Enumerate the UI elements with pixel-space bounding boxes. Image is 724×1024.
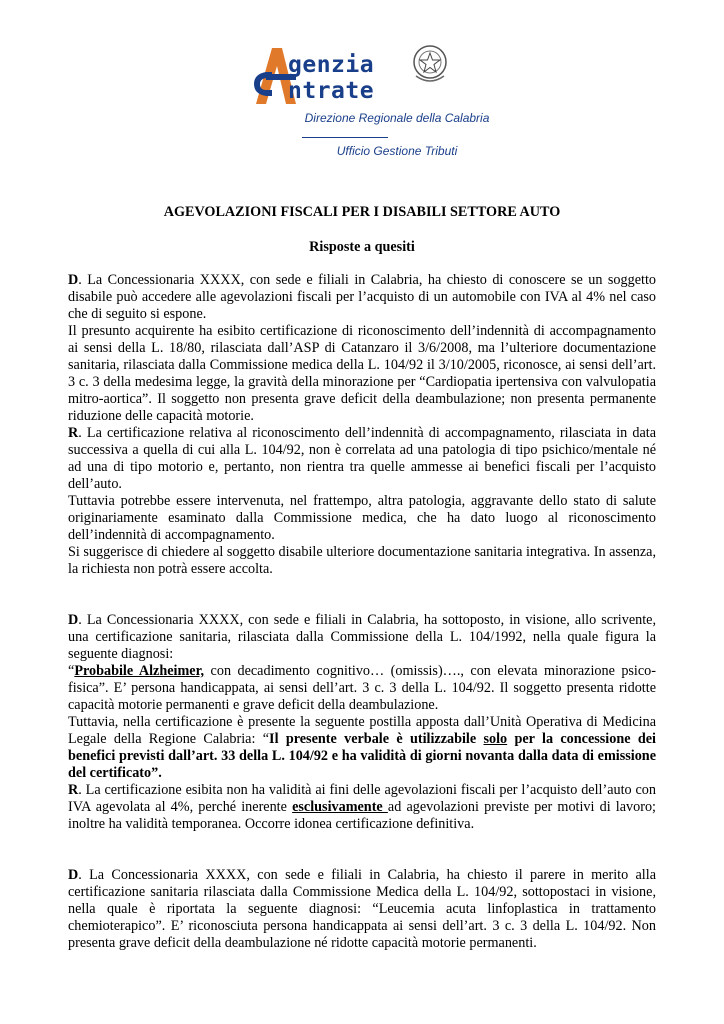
document-body — [68, 204, 656, 952]
spacer — [68, 833, 656, 867]
q3-d-text: . La Concessionaria XXXX, con sede e filiali in Calabria, ha chiesto il parere in merito alla certificazione sanitaria rilasciata dalla Commissione Medica della L. 104/92, sottopostaci in visione, nella quale è riportata la seguente diagnosi: “Leucemia acuta linfoplastica in trattamento chemioterapico”. E’ riconosciuta persona handicappata ai sensi dell’art. 3 c. 3 della L. 104/92. Non presenta grave deficit della deambulazione né ridotte capacità motorie permanenti. — [68, 867, 656, 951]
q2-diag-bold: Probabile Alzheimer, — [74, 663, 205, 679]
q2-postilla — [68, 714, 656, 782]
q3-domanda — [68, 867, 656, 952]
q1-risposta — [68, 425, 656, 493]
header-divider — [302, 137, 388, 138]
q2-domanda — [68, 612, 656, 663]
q2-r-text1: . La certificazione esibita non ha validità ai fini delle agevolazioni fiscali per l’acquisto dell’auto con IVA agevolata al 4%, perché inerente — [68, 782, 656, 815]
q1-d-text: . La Concessionaria XXXX, con sede e filiali in Calabria, ha chiesto di conoscere se un soggetto disabile può accedere alle agevolazioni fiscali per l’acquisto di un automobile con IVA al 4% nel caso che di seguito si espone. — [68, 272, 656, 322]
q2-diag-open: “ — [68, 663, 75, 679]
republic-emblem-icon — [410, 42, 450, 86]
q1-paragraph-4: Tuttavia potrebbe essere intervenuta, nel frattempo, altra patologia, aggravante dello stato di salute originariamente esaminato dalla Commissione medica, che ha dato luogo al riconoscimento dell’indennità di accompagnamento. — [68, 493, 656, 543]
q2-risposta — [68, 782, 656, 833]
q3-d-label: D — [68, 867, 79, 883]
q2-diag-rest: con decadimento cognitivo… (omissis)…., con elevata minorazione psico-fisica”. E’ persona handicappata, ai sensi dell’art. 3 c. 3 della L. 104/92. Il soggetto presenta ridotte capacità motorie permanenti e grave deficit della deambulazione. — [68, 663, 656, 713]
q2-diagnosi — [68, 663, 656, 714]
q2-d-text: . La Concessionaria XXXX, con sede e filiali in Calabria, ha sottoposto, in visione, allo scrivente, una certificazione sanitaria, rilasciata dalla Commissione della L. 104/1992, nella quale figura la seguente diagnosi: — [68, 612, 656, 662]
spacer — [68, 578, 656, 612]
letterhead — [0, 38, 724, 168]
q1-r-label: R — [68, 425, 79, 441]
agenzia-entrate-logo — [244, 42, 454, 108]
logo-word-genzia: genzia — [288, 52, 375, 78]
q1-paragraph-5: Si suggerisce di chiedere al soggetto disabile ulteriore documentazione sanitaria integrativa. In assenza, la richiesta non potrà essere accolta. — [68, 544, 656, 577]
document-subtitle: Risposte a quesiti — [309, 239, 415, 255]
q2-post-solo: solo — [483, 731, 508, 747]
q2-post-start: Tuttavia, nella certificazione è presente la seguente postilla apposta dall’Unità Operativa di Medicina Legale della Regione Calabria: “ — [68, 714, 656, 747]
q2-post-bold1: Il presente verbale è utilizzabile — [269, 731, 484, 747]
q1-paragraph-2: Il presunto acquirente ha esibito certificazione di riconoscimento dell’indennità di accompagnamento ai sensi della L. 18/80, rilasciata dall’ASP di Catanzaro il 3/6/2008, ma l’ulteriore documentazione sanitaria, rilasciata dalla Commissione medica della L. 104/92 il 3/10/2005, riconosce, ai sensi dell’art. 3 c. 3 della medesima legge, la gravità della minorazione per “Cardiopatia ipertensiva con valvulopatia mitro-aortica”. Il soggetto non presenta grave deficit della deambulazione; non presenta permanente riduzione delle capacità motorie. — [68, 323, 656, 424]
q2-r-exclusively: esclusivamente — [292, 799, 388, 815]
q2-d-label: D — [68, 612, 79, 628]
q2-r-text2: ad agevolazioni previste per motivi di lavoro; inoltre ha validità temporanea. Occorre idonea certificazione definitiva. — [68, 799, 656, 832]
direzione-label: Direzione Regionale della Calabria — [304, 111, 490, 125]
ufficio-label: Ufficio Gestione Tributi — [336, 144, 458, 158]
q1-r-text: . La certificazione relativa al riconoscimento dell’indennità di accompagnamento, rilasciata in data successiva a quella di cui alla L. 104/92, non è correlata ad una patologia di tipo psichico/mentale né ad una di tipo motorio e, pertanto, non rientra tra quelle ammesse ai benefici fiscali per l’acquisto dell’auto. — [68, 425, 656, 492]
document-title: AGEVOLAZIONI FISCALI PER I DISABILI SETTORE AUTO — [163, 204, 561, 220]
q1-d-label: D — [68, 272, 79, 288]
q1-domanda — [68, 272, 656, 323]
q2-r-label: R — [68, 782, 79, 798]
q2-post-bold2: per la concessione dei benefici previsti dall’art. 33 della L. 104/92 e ha validità di giorni novanta dalla data di emissione del certificato”. — [68, 731, 656, 781]
logo-word-ntrate: ntrate — [288, 78, 375, 104]
